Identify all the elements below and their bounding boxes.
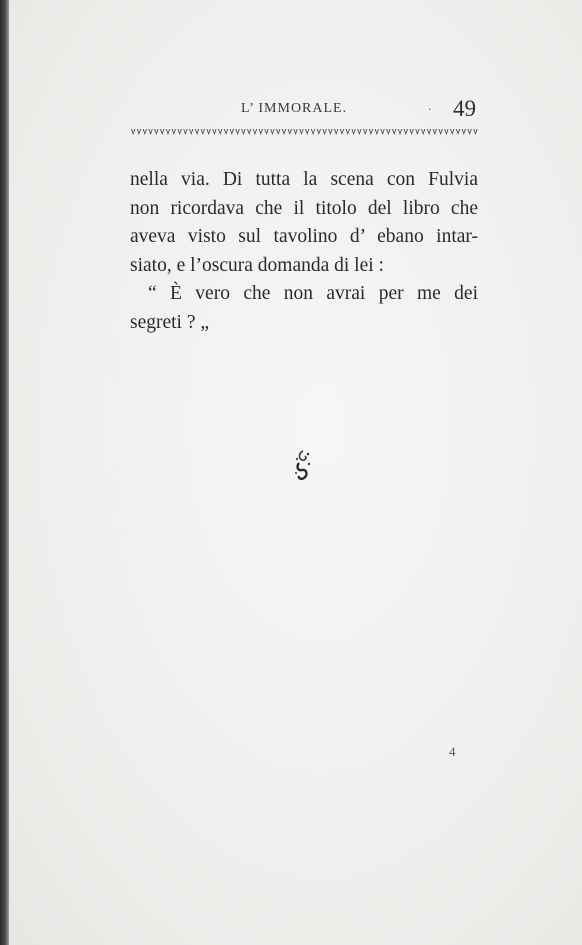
text-line: nella via. Di tutta la scena con Fulvia (130, 169, 478, 190)
running-title: L’ IMMORALE. (241, 101, 348, 116)
book-spine-edge (0, 0, 9, 945)
page-number: 49 (453, 96, 476, 121)
text-line: segreti ? „ (130, 311, 210, 333)
text-line: “ È vero che non avrai per me dei (148, 283, 478, 305)
signature-mark: 4 (449, 744, 456, 759)
body-paragraph (130, 166, 478, 338)
text-line: non ricordava che il titolo del libro che (130, 197, 478, 219)
text-line: aveva visto sul tavolino d’ ebano intar- (130, 226, 478, 248)
running-head (130, 96, 476, 126)
decorative-rule-ornament (130, 128, 478, 136)
header-separator-dot: · (428, 103, 432, 116)
fleuron-ornament-icon (290, 447, 316, 485)
text-line: siato, e l’oscura domanda di lei : (130, 254, 384, 276)
